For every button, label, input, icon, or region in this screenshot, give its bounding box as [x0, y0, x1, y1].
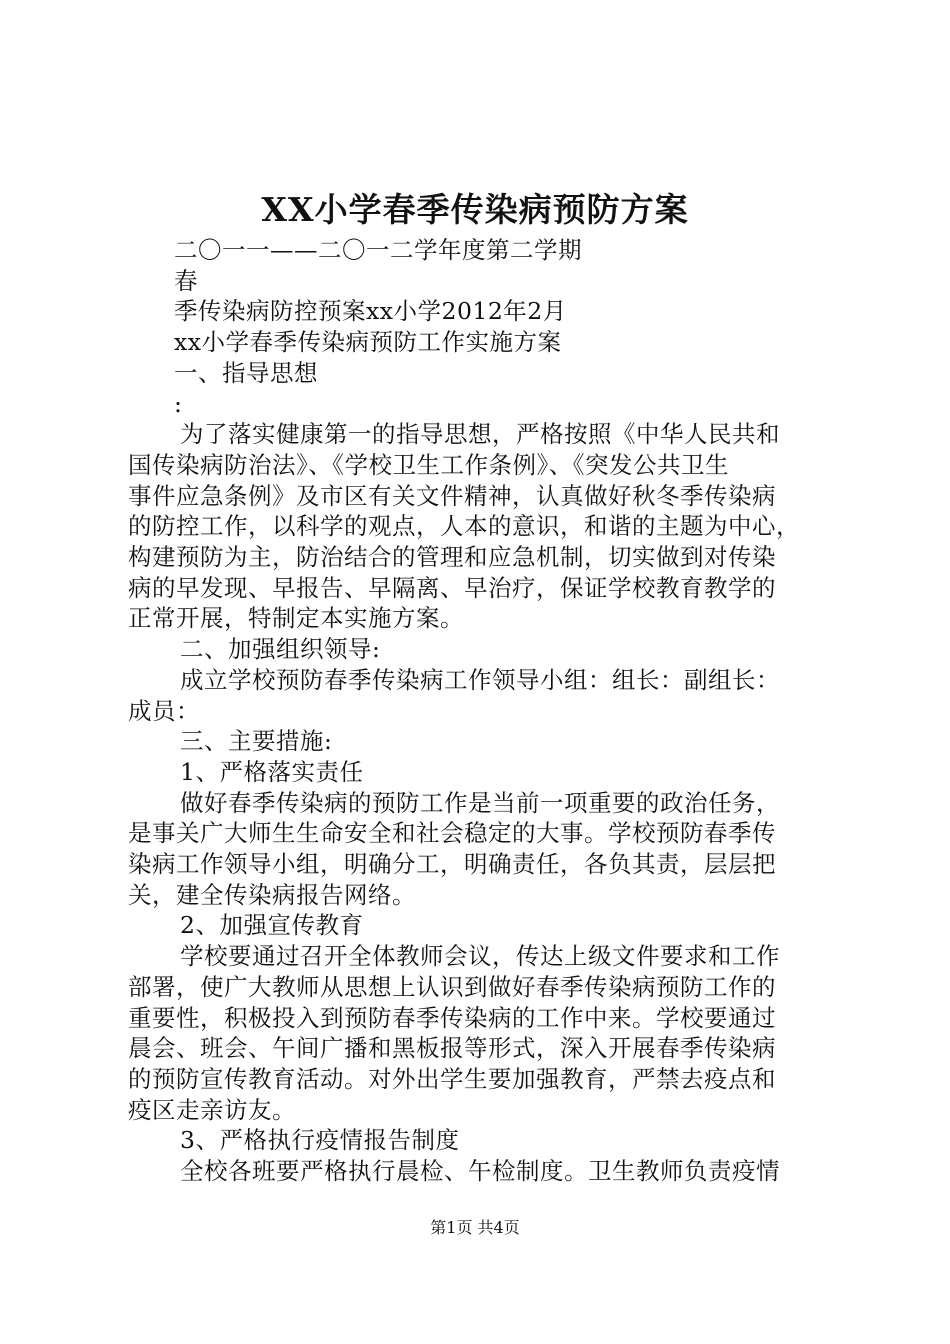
para4-line: 学校要通过召开全体教师会议，传达上级文件要求和工作	[180, 942, 780, 971]
item1-heading: 1、严格落实责任	[180, 757, 364, 786]
para4-line: 晨会、班会、午间广播和黑板报等形式，深入开展春季传染病	[128, 1034, 776, 1063]
para4-line: 重要性，积极投入到预防春季传染病的工作中来。学校要通过	[128, 1003, 776, 1032]
school-year-line: 二〇一一——二〇一二学年度第二学期	[174, 236, 582, 264]
para4-line: 疫区走亲访友。	[128, 1095, 296, 1124]
plan-subtitle-line: xx小学春季传染病预防工作实施方案	[174, 328, 562, 357]
document-body	[128, 235, 834, 1187]
para3-line: 染病工作领导小组，明确分工，明确责任，各负其责，层层把	[128, 850, 776, 879]
colon-line: :	[174, 389, 183, 418]
para2-line: 成员：	[128, 696, 200, 725]
plan-date-line: 季传染病防控预案xx小学2012年2月	[174, 297, 567, 326]
para3-line: 做好春季传染病的预防工作是当前一项重要的政治任务，	[180, 788, 780, 817]
para1-line: 的防控工作，以科学的观点，人本的意识，和谐的主题为中心，	[128, 512, 800, 541]
spring-line: 春	[174, 266, 198, 295]
para1-line: 事件应急条例》及市区有关文件精神，认真做好秋冬季传染病	[128, 481, 776, 510]
para5-line: 全校各班要严格执行晨检、午检制度。卫生教师负责疫情	[180, 1157, 780, 1186]
para1-line: 国传染病防治法》、《学校卫生工作条例》、《突发公共卫生	[128, 450, 729, 479]
item2-heading: 2、加强宣传教育	[180, 911, 364, 940]
section-heading-organization: 二、加强组织领导:	[180, 635, 381, 664]
para4-line: 部署，使广大教师从思想上认识到做好春季传染病预防工作的	[128, 972, 776, 1001]
section-heading-guiding-thought: 一、指导思想	[174, 358, 318, 387]
para1-line: 构建预防为主，防治结合的管理和应急机制，切实做到对传染	[128, 543, 776, 572]
para4-line: 的预防宣传教育活动。对外出学生要加强教育，严禁去疫点和	[128, 1064, 776, 1093]
para1-line: 正常开展，特制定本实施方案。	[128, 604, 464, 633]
document-title: XX小学春季传染病预防方案	[261, 190, 689, 229]
para2-line: 成立学校预防春季传染病工作领导小组：组长：副组长：	[180, 665, 780, 694]
section-heading-measures: 三、主要措施:	[180, 727, 333, 756]
para3-line: 关，建全传染病报告网络。	[128, 880, 416, 909]
para1-line: 为了落实健康第一的指导思想，严格按照《中华人民共和	[180, 420, 780, 449]
page-footer: 第1页 共4页	[430, 1218, 520, 1237]
item3-heading: 3、严格执行疫情报告制度	[180, 1126, 460, 1155]
para3-line: 是事关广大师生生命安全和社会稳定的大事。学校预防春季传	[128, 819, 776, 848]
para1-line: 病的早发现、早报告、早隔离、早治疗，保证学校教育教学的	[128, 573, 776, 602]
